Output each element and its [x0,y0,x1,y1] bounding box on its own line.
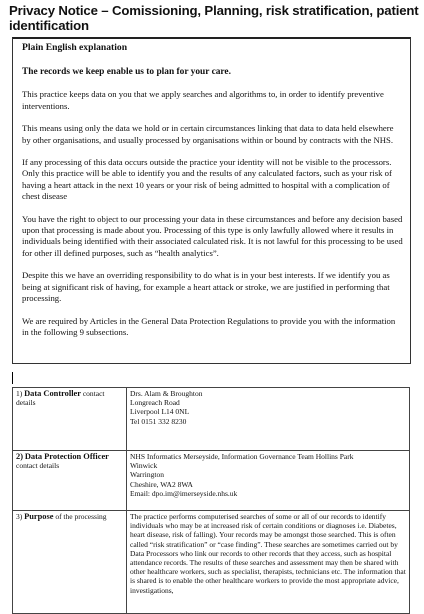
content-line: Liverpool L14 0NL [130,407,190,417]
content-line: Longreach Road [130,398,180,408]
plain-english-section [12,37,411,364]
paragraph-best-interests: Despite this we have an overriding responsibility to do what is in your best interests. If we identify you as being at significant risk of having, for example a heart attack or stroke, we are justified in performing that processing. [22,270,390,304]
content-line: Winwick [130,461,158,471]
paragraph-data-linking: This means using only the data we hold or in certain circumstances linking that data to data held elsewhere by other organisations, and usually processed by organisations within or bound by contracts with the NHS. [22,123,394,145]
row-content-data-controller [127,388,410,451]
row-number: 3) [16,512,23,521]
row-number: 2) [16,452,23,461]
row-label-bold: Purpose [24,512,54,521]
content-line: Tel 0151 332 8230 [130,416,187,426]
row-label-rest: of the processing [53,512,107,521]
row-label-data-controller [13,388,127,451]
row-label-purpose [13,511,127,614]
table-row [13,451,410,511]
paragraph-searches: This practice keeps data on you that we apply searches and algorithms to, in order to identify preventive interventions. [22,89,384,111]
paragraph-right-to-object: You have the right to object to our processing your data in these circumstances and before any decision based upon that processing is made about you. Processing of this type is only lawfully allowed where it results in individuals being identified with their associated calculated risk. It is not lawful for this processing to be used for other ill defined purposes, such as “health analytics”. [22,213,403,258]
paragraph-identity: If any processing of this data occurs outside the practice your identity will not be visible to the processors. Only this practice will be able to identify you and the results of any calculated factors, such as your risk of having a heart attack in the next 10 years or your risk of being admitted to hospital with a complication of chest disease [22,157,392,202]
paragraph-records-plan: The records we keep enable us to plan for your care. [22,67,231,77]
content-line: Drs. Alam & Broughton [130,389,203,398]
content-line: NHS Informatics Merseyside, Information Governance Team Hollins Park [130,452,354,461]
text-cursor[interactable] [12,372,13,384]
table-row [13,388,410,451]
row-content-purpose: The practice performs computerised searches of some or all of our records to identify individuals who may be at increased risk of certain conditions or diagnoses i.e. Diabetes, heart disease, risk of falling). Your records may be amongst those searched. This is often called “risk stratification” or “case finding”. These searches are sometimes carried out by Data Processors who link our records to other records that they access, such as hospital attendance records. The results of these searches and assessment may then be shared with other healthcare workers, such as specialist, therapists, technicians etc. The information that is shared is to enable the other healthcare workers to provide the most appropriate advice, investigations, [127,511,410,614]
email-link[interactable]: Email: dpo.im@imerseyside.nhs.uk [130,488,238,498]
content-line: Cheshire, WA2 8WA [130,479,193,489]
row-number: 1) [16,389,23,398]
row-label-bold: Data Protection Officer [24,452,109,461]
document-title: Privacy Notice – Comissioning, Planning, risk stratification, patient identification [9,3,419,33]
plain-english-body [22,67,404,349]
table-row [13,511,410,614]
gdpr-info-table [12,387,410,614]
row-label-bold: Data Controller [24,389,81,398]
row-content-data-protection-officer [127,451,410,511]
content-line: Warrington [130,470,164,480]
plain-english-heading: Plain English explanation [22,42,128,53]
row-label-rest: contact details [16,389,105,408]
row-label-data-protection-officer [13,451,127,511]
row-label-rest: contact details [16,461,60,471]
paragraph-gdpr-requirement: We are required by Articles in the General Data Protection Regulations to provide you with the information in the following 9 subsections. [22,315,396,337]
